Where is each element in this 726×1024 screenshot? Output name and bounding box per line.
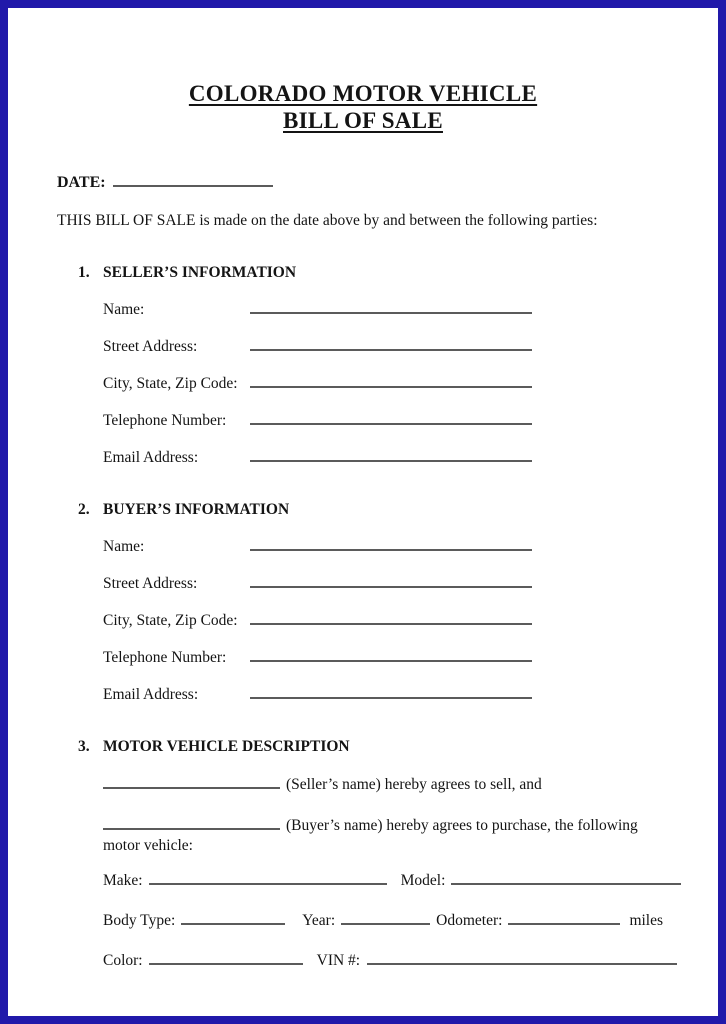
title-line-2: BILL OF SALE (283, 108, 443, 133)
seller-name-label: Name: (103, 301, 145, 318)
year-input-line[interactable] (341, 922, 430, 925)
seller-street-input-line[interactable] (250, 348, 532, 351)
buyer-city-state-zip-label: City, State, Zip Code: (103, 612, 238, 629)
seller-city-state-zip-input-line[interactable] (250, 385, 532, 388)
miles-unit-label: miles (629, 912, 664, 929)
date-input-line[interactable] (113, 184, 273, 187)
seller-phone-input-line[interactable] (250, 422, 532, 425)
body-type-input-line[interactable] (181, 922, 285, 925)
buyer-name-label: Name: (103, 538, 145, 555)
buyer-city-state-zip-input-line[interactable] (250, 622, 532, 625)
vehicle-section-heading (78, 738, 718, 756)
buyer-email-label: Email Address: (103, 686, 199, 703)
color-input-line[interactable] (149, 962, 303, 965)
seller-section-number: 1. (78, 264, 90, 281)
vehicle-section-title: MOTOR VEHICLE DESCRIPTION (103, 738, 350, 755)
seller-agreement-row (103, 775, 674, 794)
buyer-street-label: Street Address: (103, 575, 198, 592)
buyer-email-row (103, 685, 718, 704)
seller-city-state-zip-row (103, 374, 718, 393)
seller-phone-label: Telephone Number: (103, 412, 227, 429)
buyer-agreement-row (103, 816, 674, 835)
intro-text: THIS BILL OF SALE is made on the date above by and between the following parties: (57, 212, 598, 229)
vin-input-line[interactable] (367, 962, 677, 965)
vehicle-section-number: 3. (78, 738, 90, 755)
buyer-agreement-continuation: motor vehicle: (103, 837, 193, 854)
buyer-email-input-line[interactable] (250, 696, 532, 699)
model-label: Model: (400, 872, 446, 889)
body-year-odometer-row (103, 911, 718, 930)
color-label: Color: (103, 952, 143, 969)
buyer-section-number: 2. (78, 501, 90, 518)
buyer-name-row (103, 537, 718, 556)
model-input-line[interactable] (451, 882, 681, 885)
buyer-street-row (103, 574, 718, 593)
seller-phone-row (103, 411, 718, 430)
buyer-phone-row (103, 648, 718, 667)
buyer-agreement-name-input-line[interactable] (103, 827, 280, 830)
seller-name-input-line[interactable] (250, 311, 532, 314)
seller-section-heading (78, 264, 718, 282)
make-label: Make: (103, 872, 143, 889)
seller-agreement-name-input-line[interactable] (103, 786, 280, 789)
buyer-city-state-zip-row (103, 611, 718, 630)
buyer-street-input-line[interactable] (250, 585, 532, 588)
date-label: DATE: (57, 174, 106, 191)
make-input-line[interactable] (149, 882, 387, 885)
buyer-agreement-text: (Buyer’s name) hereby agrees to purchase, the following (286, 817, 638, 834)
seller-name-row (103, 300, 718, 319)
body-type-label: Body Type: (103, 912, 176, 929)
document-title (8, 80, 718, 134)
year-label: Year: (302, 912, 336, 929)
buyer-section-title: BUYER’S INFORMATION (103, 501, 290, 518)
vin-label: VIN #: (316, 952, 361, 969)
seller-section-title: SELLER’S INFORMATION (103, 264, 297, 281)
seller-email-label: Email Address: (103, 449, 199, 466)
buyer-phone-label: Telephone Number: (103, 649, 227, 666)
seller-agreement-text: (Seller’s name) hereby agrees to sell, and (286, 776, 542, 793)
buyer-phone-input-line[interactable] (250, 659, 532, 662)
make-model-row (103, 871, 718, 890)
buyer-name-input-line[interactable] (250, 548, 532, 551)
seller-email-row (103, 448, 718, 467)
odometer-label: Odometer: (436, 912, 503, 929)
seller-city-state-zip-label: City, State, Zip Code: (103, 375, 238, 392)
date-row (57, 174, 718, 192)
seller-email-input-line[interactable] (250, 459, 532, 462)
title-line-1: COLORADO MOTOR VEHICLE (188, 81, 538, 106)
odometer-input-line[interactable] (508, 922, 620, 925)
buyer-section-heading (78, 501, 718, 519)
color-vin-row (103, 951, 718, 970)
seller-street-label: Street Address: (103, 338, 198, 355)
seller-street-row (103, 337, 718, 356)
